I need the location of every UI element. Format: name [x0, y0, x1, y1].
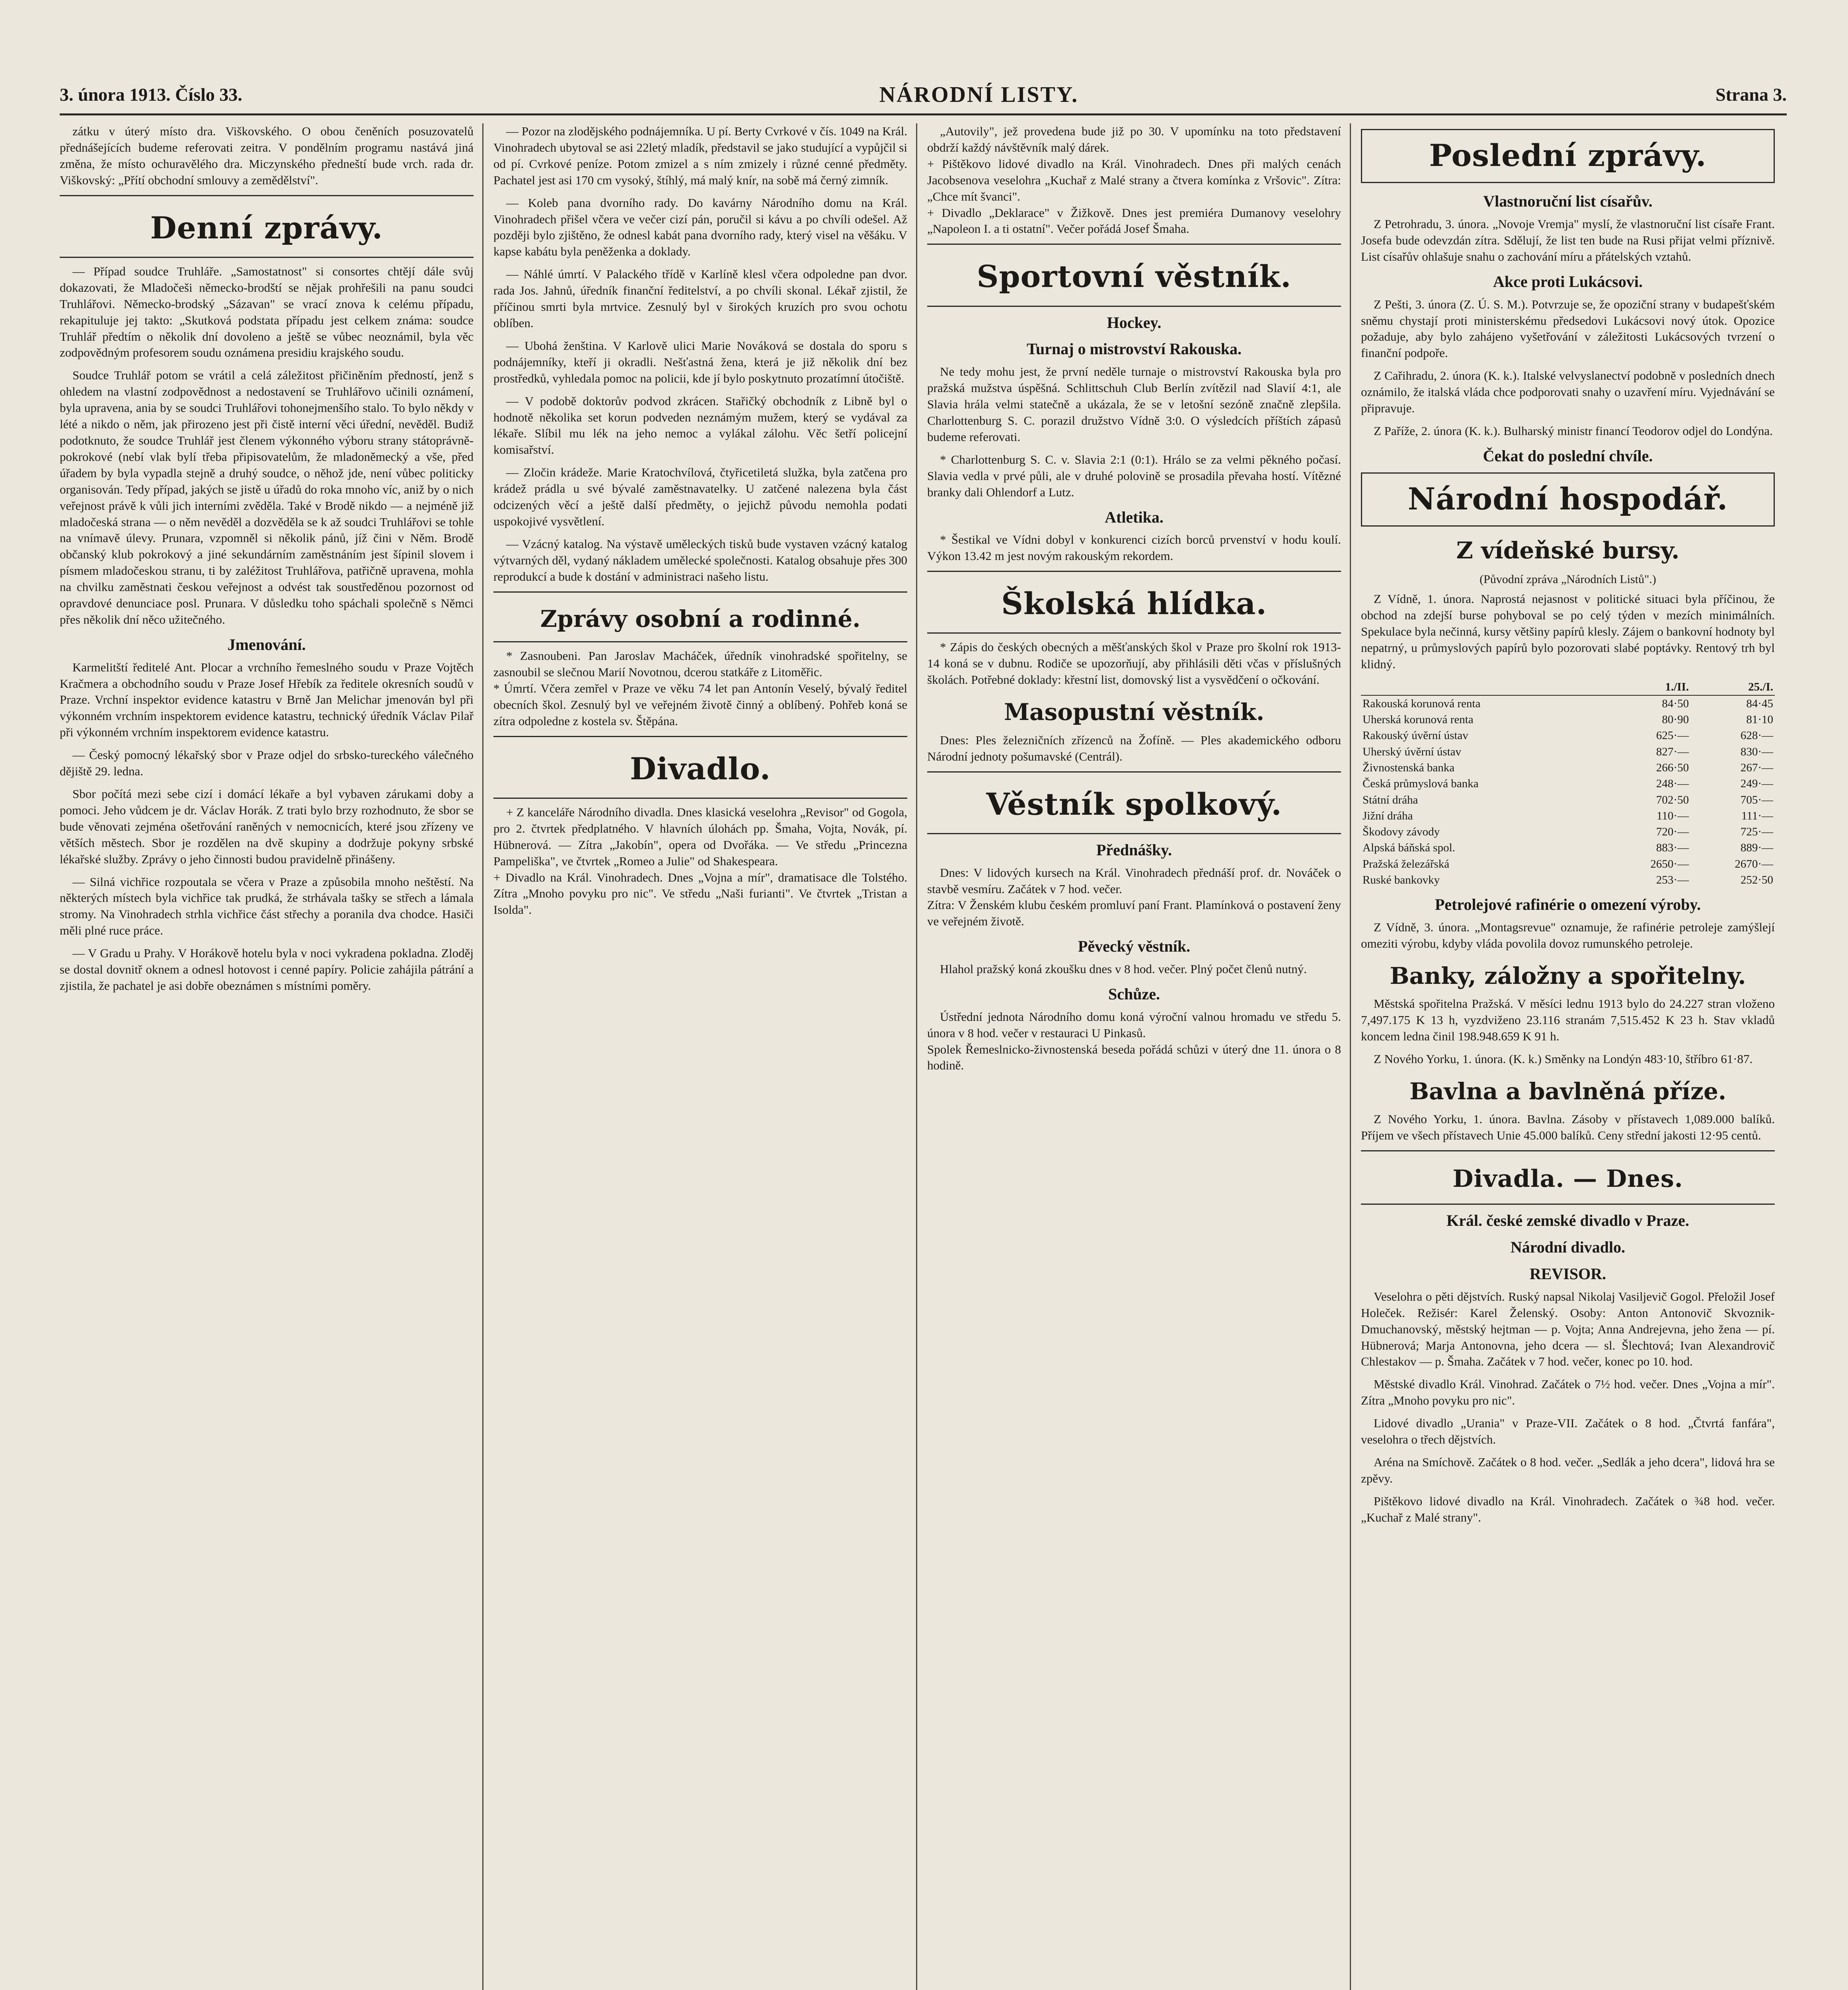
- quote-value: 111·—: [1741, 809, 1773, 822]
- section-divider: [927, 244, 1341, 306]
- heading-cekat: Čekat do poslední chvíle.: [1483, 447, 1653, 465]
- article-divadla-continued: „Autovily", jež provedena bude již po 30. V upomínku na toto představení obdrží každý návštěvník malý dárek. + Pištěkovo lidové divadlo na Král. Vinohradech. Dnes při malých cenách Jacobsenova veselohra „Kuchař z Malé strany a čtvera komínka z Vršovic". Zítra: „Chce mít švanci". + Divadlo „Deklarace" v Žižkově. Dnes jest premiéra Dumanovy veselohry „Napoleon I. a ti ostatní". Večer pořádá Josef Šmaha.: [927, 124, 1341, 236]
- quote-value: 889·—: [1740, 841, 1773, 855]
- quote-value: 628·—: [1740, 729, 1773, 742]
- article-petrohrad: Z Petrohradu, 3. února. „Novoje Vremja" myslí, že vlastnoruční list císaře Frant. Josefa bude odevzdán zítra. Sdělují, že list ten bude na Rusi přijat velmi příznivě. List císařův ohlašuje snahu o zachování míru a přátelských vztahů.: [1361, 217, 1775, 263]
- section-title-skolska: Školská hlídka.: [1001, 586, 1267, 622]
- section-divider: [927, 571, 1341, 634]
- article-carihrad: Z Cařihradu, 2. února (K. k.). Italské velvyslanectví podobně v posledních dnech oznámilo, že italská vláda chce podporovati snahy o uzavření míru. Vyjednávání se připravuje.: [1361, 369, 1775, 416]
- table-row: [1361, 695, 1775, 712]
- article-atletika: * Šestikal ve Vídni dobyl v konkurenci cizích borců prvenství v hodu koulí. Výkon 13.42 m jest novým rakouským rekordem.: [927, 533, 1341, 563]
- heading-petrolej: Petrolejové rafinérie o omezení výroby.: [1435, 896, 1701, 914]
- section-divider: [493, 736, 907, 799]
- quote-value: 249·—: [1740, 777, 1773, 790]
- boxed-section: [1361, 129, 1775, 183]
- heading-bavlna: Bavlna a bavlněná příze.: [1409, 1077, 1727, 1105]
- quote-value: 80·90: [1662, 713, 1689, 726]
- section-title-posledni: Poslední zprávy.: [1429, 138, 1707, 173]
- heading-kral-divadlo: Král. české zemské divadlo v Praze.: [1446, 1212, 1689, 1230]
- article-podvod: — V podobě doktorův podvod zkrácen. Stařičký obchodník z Libně byl o hodnotě několika set korun podveden neznámým mužem, který se vydával za lékaře. Slíbil mu lék na jeho nemoc a vylákal zálohu. Věc šetří policejní komisařství.: [493, 394, 907, 457]
- section-divider: [927, 771, 1341, 834]
- article-jmenovani: Karmelitští ředitelé Ant. Plocar a vrchního řemeslného soudu v Praze Vojtěch Kračmera a obchodního soudu v Praze Josef Hřebík za ředitele okresních soudů v Praze. Vrchní inspektor evidence katastru v Brně Jan Melichar jmenován byl při výkonném vrchním inspektorem evidence katastru, technický úředník Václav Pilař při výkonném vrchním inspektorem evidence katastru.: [60, 660, 474, 739]
- section-divider: [1361, 1150, 1775, 1205]
- page-number: Strana 3.: [1715, 84, 1787, 105]
- table-row: [1361, 760, 1775, 776]
- quote-value: 84·50: [1662, 697, 1689, 710]
- heading-pevecky: Pěvecký věstník.: [1078, 937, 1191, 956]
- article-skolska: * Zápis do českých obecných a měšťanských škol v Praze pro školní rok 1913-14 koná se v dubnu. Rodiče se upozorňují, aby přihlásili děti včas v příslušných školách. Potřebné doklady: křestní list, domovský list a vysvědčení o očkování.: [927, 640, 1341, 687]
- column-rule: [1350, 123, 1351, 1990]
- heading-hockey: Hockey.: [1107, 313, 1162, 332]
- section-title-osobni: Zprávy osobní a rodinné.: [540, 605, 861, 632]
- table-row: [1361, 792, 1775, 808]
- article-kradez: — Zločin krádeže. Marie Kratochvílová, čtyřicetiletá služka, byla zatčena pro krádež prádla u své bývalé zaměstnavatelky. U zatčené nalezena byla část odcizených věcí a ještě další předměty, o jejichž původu nemohla podati uspokojivé vysvětlení.: [493, 465, 907, 528]
- article-burza: Z Vídně, 1. února. Naprostá nejasnost v politické situaci byla příčinou, že obchod na zdejší burse pohyboval se po celý týden v mezích minimálních. Spekulace byla nečinná, kursy většiny papírů klesly. Zájem o bankovní hodnoty byl nepatrný, u průmyslových papírů bylo pozorovati slabé poptávky. Rentový trh byl klidný.: [1361, 592, 1775, 671]
- table-row: [1361, 712, 1775, 728]
- table-row: [1361, 744, 1775, 760]
- article-newyork: Z Nového Yorku, 1. února. (K. k.) Směnky na Londýn 483·10, štříbro 61·87.: [1374, 1052, 1753, 1066]
- table-row: [1361, 776, 1775, 792]
- article-petrolej: Z Vídně, 3. února. „Montagsrevue" oznamuje, že rafinérie petroleje zamýšlejí omeziti výrobu, kdyby vláda povolila dovoz rumunského petroleje.: [1361, 920, 1775, 950]
- section-title-denni: Denní zprávy.: [150, 210, 383, 246]
- article-mestske: Městské divadlo Král. Vinohrad. Začátek o 7½ hod. večer. Dnes „Vojna a mír". Zítra „Mnoho povyku pro nic".: [1361, 1377, 1775, 1408]
- page-header: [60, 76, 1787, 115]
- section-divider: [60, 195, 474, 258]
- column-3: [927, 123, 1341, 1990]
- table-row: [1361, 728, 1775, 743]
- heading-atletika: Atletika.: [1105, 508, 1164, 526]
- quote-value: 625·—: [1656, 729, 1689, 742]
- stock-table: [1361, 679, 1775, 888]
- quote-value: 2670·—: [1735, 857, 1773, 870]
- security-name: Živnostenská banka: [1363, 761, 1455, 774]
- article-grado: — V Gradu u Prahy. V Horákově hotelu byla v noci vykradena pokladna. Zloděj se dostal dovnitř oknem a odnesl hotovost i cenné papíry. Policie zahájila pátrání a zjistila, že pachatel je asi dobře obeznámen s místními poměry.: [60, 946, 474, 993]
- column-2: [493, 123, 907, 1990]
- table-row: [1361, 808, 1775, 824]
- quote-value: 702·50: [1656, 793, 1689, 806]
- article-truhlar-body: Soudce Truhlář potom se vrátil a celá záležitost přičiněním předností, jenž s ohledem na vlastní zodpovědnost a nedostavení se Truhlářovo učinili oznámení, byla upravena, ania by se soudci Truhlářovi tohonejmenšího stalo. To bylo někdy v lété a nikdo o něm, jak přirozeno jest při čistě interní věci úřední, nevěděl. Budiž podotknuto, že soudce Truhlář jest členem výkonného výboru strany státoprávně-pokrokové (nebí vlak bylí třeba připisovatelům, že mladoněmecký a vše, před úřadem by byla vypadla stejně a druhý soudce, o něhož jde, není vůbec politicky organisován. Tedy případ, jakých se jistě u úřadů do roka mnoho víc, aniž by o nich veřejnost právě k vůli jich interními zvěděla. Také v Brodě nikdo — a nejméně již mladočeská strana — o něm nevěděl a dozvěděla se k až soudci Truhlářovi se tohle na vnímavě úlevy. Prunara, vzpomněl si několik pánů, jíž čini v Něm. Brodě občanský klub pokrokový a jiné sekundárním zaměstnáním jest šípinil slovem i písmem mladočeskou stranu, ti by zaléžitost Truhlářova, patřičně upravena, mohla na chvilku zaměstnati českou veřejnost a odvést tak soustředěnou pozornost od opravdové denunciace posl. Prunara. V důsledku toho spáchali společně s Němci přes několik dní něco užitečného.: [60, 368, 474, 626]
- security-name: Státní dráha: [1363, 793, 1418, 806]
- article-osobni: * Zasnoubeni. Pan Jaroslav Macháček, úředník vinohradské spořitelny, se zasnoubil se slečnou Marií Novotnou, dcerou statkáře z Litoměřic. * Úmrtí. Včera zemřel v Praze ve věku 74 let pan Antonín Veselý, bývalý ředitel obecních škol. Zesnulý byl ve veřejném životě činný a oblíbený. Pohřeb koná se zítra odpoledne z kostela sv. Štěpána.: [493, 649, 907, 728]
- security-name: Ruské bankovky: [1363, 873, 1440, 886]
- article-kabat: — Koleb pana dvorního rady. Do kavárny Národního domu na Král. Vinohradech přišel včera ve večer cizí pán, poručil si kávu a po chvíli odešel. Až později bylo zjištěno, že odnesl kabát pana dvorního rady, který visel na věšáku. V kapse kabátu byla peněženka a doklady.: [493, 195, 907, 259]
- quote-value: 84·45: [1746, 697, 1773, 710]
- table-header-cell: [1361, 679, 1606, 695]
- security-name: Rakouský úvěrní ústav: [1363, 729, 1468, 742]
- article-match: * Charlottenburg S. C. v. Slavia 2:1 (0:1). Hrálo se za velmi pěkného počasí. Slavia vedla v prvé půli, ale v druhé polovině se prosadila převaha hostí. Vítězné branky dali Ohlendorf a Lutz.: [927, 452, 1341, 499]
- table-row: [1361, 856, 1775, 872]
- article-katalog: — Vzácný katalog. Na výstavě uměleckých tisků bude vystaven vzácný katalog výtvarných děl, vydaný nákladem umělecké společnosti. Katalog obsahuje přes 300 reprodukcí a bude k dostání v administraci našeho listu.: [493, 537, 907, 583]
- security-name: Škodovy závody: [1363, 825, 1440, 839]
- quote-value: 705·—: [1740, 793, 1773, 806]
- table-header-row: [1361, 679, 1775, 695]
- heading-prednasky: Přednášky.: [1096, 841, 1172, 859]
- heading-jmenovani: Jmenování.: [227, 635, 306, 654]
- article-vichrice: — Silná vichřice rozpoutala se včera v Praze a způsobila mnoho neštěstí. Na některých místech byla vichřice tak prudká, že strhávala tašky se střech a lámala stromy. Na Vinohradech strhla vichřice část střechy a poranila dva chodce. Hasiči měli plné ruce práce.: [60, 874, 474, 938]
- heading-narodni-divadlo: Národní divadlo.: [1510, 1238, 1626, 1256]
- quote-value: 827·—: [1656, 745, 1689, 758]
- section-title-sport: Sportovní věstník.: [977, 259, 1292, 295]
- quote-value: 252·50: [1740, 873, 1773, 886]
- security-name: Alpská báňská spol.: [1363, 841, 1455, 855]
- article-urania: Lidové divadlo „Urania" v Praze-VII. Začátek o 8 hod. „Čtvrtá fanfára", veselohra o třech dějstvích.: [1361, 1416, 1775, 1447]
- article-banky: Městská spořitelna Pražská. V měsíci lednu 1913 bylo do 24.227 stran vloženo 7,497.175 K 13 h, vyzdviženo 23.116 stranám 7,515.452 K 23 h. Stav vkladů koncem ledna činil 198.948.659 K 91 h.: [1361, 997, 1775, 1044]
- section-title-divadla: Divadla. — Dnes.: [1452, 1165, 1683, 1193]
- heading-schuze: Schůze.: [1108, 985, 1160, 1003]
- column-1: [60, 123, 474, 1990]
- table-header-cell: 25./I.: [1690, 679, 1775, 695]
- table-row: [1361, 824, 1775, 840]
- security-name: Uherská korunová renta: [1363, 713, 1474, 726]
- quote-value: 81·10: [1746, 713, 1773, 726]
- article-bavlna: Z Nového Yorku, 1. února. Bavlna. Zásoby v přístavech 1,089.000 balíků. Příjem ve všech přístavech Unie 45.000 balíků. Ceny střední jakosti 12·95 centů.: [1361, 1112, 1775, 1143]
- heading-turnaj: Turnaj o mistrovství Rakouska.: [1026, 340, 1242, 358]
- article-pistek: Pištěkovo lidové divadlo na Král. Vinohradech. Začátek o ¾8 hod. večer. „Kuchař z Malé strany".: [1361, 1494, 1775, 1524]
- heading-banky: Banky, záložny a spořitelny.: [1390, 962, 1746, 989]
- quote-value: 2650·—: [1650, 857, 1689, 870]
- article-divadlo: + Z kanceláře Národního divadla. Dnes klasická veselohra „Revisor" od Gogola, pro 2. čtvrtek předplatného. V hlavních úlohách pp. Šmaha, Vojta, Novák, pí. Hübnerová. — Zítra „Jakobín", opera od Dvořáka. — Ve středu „Princezna Pampeliška", ve čtvrtek „Romeo a Julie" od Shakespeara. + Divadlo na Král. Vinohradech. Dnes „Vojna a mír", dramatisace dle Tolstého. Zítra „Mnoho povyku pro nic". Ve středu „Naši furianti". Ve čtvrtek „Tristan a Isolda".: [493, 805, 907, 917]
- table-row: [1361, 872, 1775, 888]
- quote-value: 720·—: [1656, 825, 1689, 839]
- heading-list-cisaruv: Vlastnoruční list císařův.: [1483, 192, 1653, 211]
- article-revisor: Veselohra o pěti dějstvích. Ruský napsal Nikolaj Vasiljevič Gogol. Přeložil Josef Holeček. Režisér: Karel Želenský. Osoby: Anton Antonovič Skvoznik-Dmuchanovský, městský hejtman — p. Vojta; Anna Andrejevna, jeho žena — pí. Hübnerová; Marja Antonovna, jeho dcera — sl. Šlechtová; Ivan Alexandrovič Chlestakov — p. Šmaha. Začátek v 7 hod. večer, konec po 10. hod.: [1361, 1289, 1775, 1369]
- quote-value: 253·—: [1656, 873, 1689, 886]
- table-header-cell: 1./II.: [1606, 679, 1690, 695]
- article-zlodej: — Pozor na zlodějského podnájemníka. U pí. Berty Cvrkové v čís. 1049 na Král. Vinohradech ubytoval se asi 22letý mladík, představil se jako studující a vypůjčil si od pí. Cvrkové peníze. Potom zmizel a s ním zmizely i různé cenné předměty. Pachatel jest asi 170 cm vysoký, štíhlý, má malý knír, na sobě má černý zimník.: [493, 124, 907, 187]
- article-lekari-lead: — Český pomocný lékařský sbor v Praze odjel do srbsko-tureckého válečného dějiště 29. ledna.: [60, 748, 474, 778]
- issue-date: 3. února 1913. Číslo 33.: [60, 84, 242, 105]
- security-name: Česká průmyslová banka: [1363, 777, 1479, 790]
- security-name: Jižní dráha: [1363, 809, 1413, 822]
- section-divider: [493, 591, 907, 643]
- column-4: [1361, 123, 1775, 1990]
- boxed-section: [1361, 472, 1775, 527]
- article-arena: Aréna na Smíchově. Začátek o 8 hod. večer. „Sedlák a jeho dcera", lidová hra se zpěvy.: [1361, 1455, 1775, 1485]
- quote-value: 248·—: [1656, 777, 1689, 790]
- article-masopust: Dnes: Ples železničních zřízenců na Žofíně. — Ples akademického odboru Národní jednoty pošumavské (Centrál).: [927, 733, 1341, 763]
- quote-value: 266·50: [1656, 761, 1689, 774]
- section-title-spolkovy: Věstník spolkový.: [986, 786, 1282, 822]
- section-title-hospodar: Národní hospodář.: [1407, 481, 1728, 517]
- article-zenstina: — Ubohá ženština. V Karlově ulici Marie Nováková se dostala do sporu s podnájemníky, kteří ji okradli. Nešťastná žena, která je již několik dní bez prostředků, vyhledala pomoc na policii, kde jí bylo poskytnuto prozatímní útočiště.: [493, 338, 907, 385]
- heading-burza-sub: (Původní zpráva „Národních Listů".): [1480, 572, 1656, 586]
- quote-value: 267·—: [1740, 761, 1773, 774]
- security-name: Rakouská korunová renta: [1363, 697, 1481, 710]
- article-schuze: Ústřední jednota Národního domu koná výroční valnou hromadu ve středu 5. února v 8 hod. večer v restauraci U Pinkasů. Spolek Řemeslnicko-živnostenská beseda pořádá schůzi v úterý dne 11. února o 8 hodině.: [927, 1009, 1341, 1073]
- security-name: Pražská železářská: [1363, 857, 1450, 870]
- quote-value: 883·—: [1656, 841, 1689, 855]
- paper-title: NÁRODNÍ LISTY.: [879, 82, 1079, 107]
- section-title-masopust: Masopustní věstník.: [1004, 698, 1265, 726]
- article-pariz: Z Paříže, 2. února (K. k.). Bulharský ministr financí Teodorov odjel do Londýna.: [1374, 423, 1773, 438]
- article-umrti: — Náhlé úmrtí. V Palackého třídě v Karlíně klesl včera odpoledne pan dvor. rada Jos. Jahnů, úředník finanční ředitelství, a po chvíli skonal. Lékař zjistil, že příčinou smrti byla mrtvice. Zesnulý byl v širokých kruzích pro svou ochotu oblíben.: [493, 267, 907, 330]
- quote-value: 830·—: [1740, 745, 1773, 758]
- column-rule: [482, 123, 483, 1990]
- article-truhlar-lead: — Případ soudce Truhláře. „Samostatnost" si consortes chtějí dále svůj dokazovati, že Mladočeši německo-brodští se nějak prohřešili na panu soudci Truhlářovi. Německo-brodský „Sázavan" se vrací znova k celému případu, rekapituluje jej takto: „Skutková podstata případu jest celkem známa: soudce Truhlář předtím o několik dní dovoleno a ještě se vůbec neoznámil, byla věc zodpovědným profesorem soudu oznámena presidiu krajského soudu.: [60, 264, 474, 360]
- quote-value: 725·—: [1740, 825, 1773, 839]
- heading-lukacs: Akce proti Lukácsovi.: [1493, 272, 1643, 291]
- table-row: [1361, 840, 1775, 856]
- security-name: Uherský úvěrní ústav: [1363, 745, 1462, 758]
- article-intro: zátku v úterý místo dra. Viškovského. O obou čeněních posuzovatelů přednášejících budeme referovati zeitra. V pondělním programu nastává jiná změna, že místo ochuravělého dra. Miczynského předneští bude vrch. rada dr. Viškovský: „Přítí obchodní smlouvy a zemědělství".: [60, 124, 474, 187]
- heading-revisor: REVISOR.: [1529, 1265, 1606, 1283]
- article-prednasky: Dnes: V lidových kursech na Král. Vinohradech přednáší prof. dr. Nováček o stavbě vesmíru. Začátek v 7 hod. večer. Zítra: V Ženském klubu českém promluví paní Frant. Plamínková o postavení ženy ve veřejném životě.: [927, 865, 1341, 929]
- quote-value: 110·—: [1656, 809, 1689, 822]
- article-lukacs: Z Pešti, 3. února (Z. Ú. S. M.). Potvrzuje se, že opoziční strany v budapešťském sněmu chystají proti ministerskému předsedovi Lukácsovi nový útok. Opozice požaduje, aby bylo zahájeno vyšetřování v záležitosti Lukácsových tvrzení o finanční podpoře.: [1361, 297, 1775, 360]
- column-rule: [916, 123, 917, 1990]
- article-lekari-body: Sbor počítá mezi sebe cizí i domácí lékaře a byl vybaven zárukami doby a pomoci. Jeho vůdcem je dr. Václav Horák. Z trati bylo brzy rozhodnuto, že sbor se bude věnovati zejména ošetřování raněných v nemocnicích, které jsou zřízeny ve větších městech. Sbor je rozdělen na dvě skupiny a dodržuje pokyny srbské lékařské služby. Zprávy o jeho činnosti budou pravidelně přinášeny.: [60, 787, 474, 866]
- article-pevecky: Hlahol pražský koná zkoušku dnes v 8 hod. večer. Plný počet členů nutný.: [940, 962, 1307, 976]
- heading-burza: Z vídeňské bursy.: [1456, 537, 1680, 564]
- article-hockey: Ne tedy mohu jest, že první neděle turnaje o mistrovství Rakouska byla pro pražská mužstva úspěšná. Schlittschuh Club Berlín zvítězil nad Slavií 4:1, ale Slavia hrála velmi statečně a ukázala, že se v letošní sezóně značně zlepšila. Charlottenburg S. C. porazil družstvo Vídně 3:0. O výsledcích příštích zápasů budeme referovati.: [927, 365, 1341, 444]
- section-title-divadlo: Divadlo.: [630, 751, 771, 786]
